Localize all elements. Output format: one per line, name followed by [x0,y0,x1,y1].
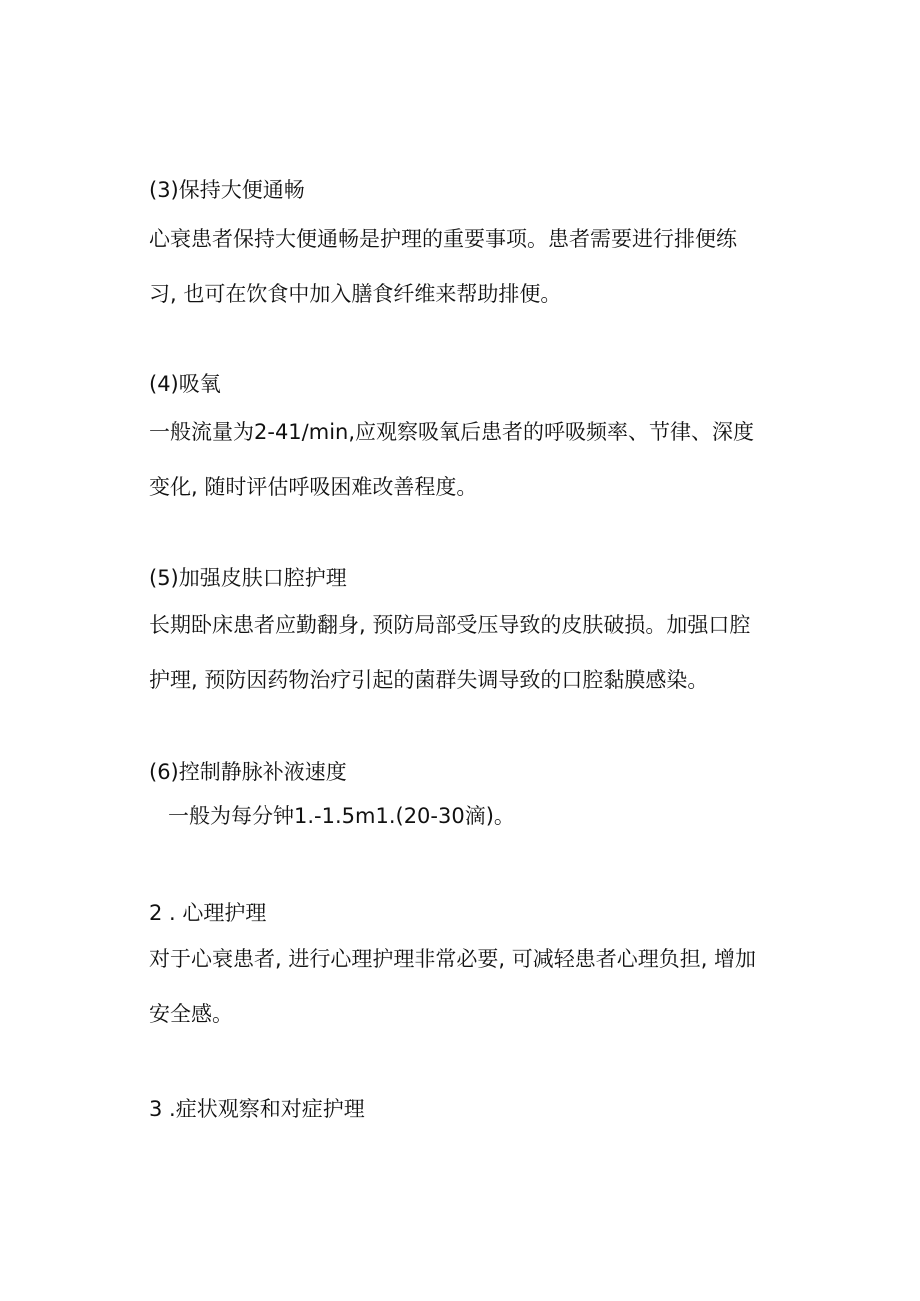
paragraph-line: 一般流量为2-41∕min,应观察吸氧后患者的呼吸频率、节律、深度 [149,420,755,444]
section-paragraph-psych [149,932,804,1042]
paragraph-line: 长期卧床患者应勤翻身, 预防局部受压导致的皮肤破损。加强口腔 [149,613,751,637]
section-paragraph-6 [168,789,823,844]
paragraph-line: 变化, 随时评估呼吸困难改善程度。 [149,475,478,499]
paragraph-line: 对于心衰患者, 进行心理护理非常必要, 可减轻患者心理负担, 增加 [149,947,757,971]
section-heading-4: (4)吸氧 [149,372,221,396]
section-paragraph-4 [149,405,804,515]
paragraph-line: 一般为每分钟1.-1.5m1.(20-30滴)。 [168,804,515,828]
paragraph-line: 心衰患者保持大便通畅是护理的重要事项。患者需要进行排便练 [149,227,737,251]
paragraph-line: 习, 也可在饮食中加入膳食纤维来帮助排便。 [149,282,562,306]
section-paragraph-3 [149,212,804,322]
section-paragraph-5 [149,598,804,708]
section-heading-5: (5)加强皮肤口腔护理 [149,566,347,590]
paragraph-line: 护理, 预防因药物治疗引起的菌群失调导致的口腔黏膜感染。 [149,668,709,692]
paragraph-line: 安全感。 [149,1002,233,1026]
section-heading-psych: 2 . 心理护理 [149,901,267,925]
section-heading-3: (3)保持大便通畅 [149,178,305,202]
section-heading-6: (6)控制静脉补液速度 [149,760,347,784]
section-heading-symptom: 3 .症状观察和对症护理 [149,1097,365,1121]
